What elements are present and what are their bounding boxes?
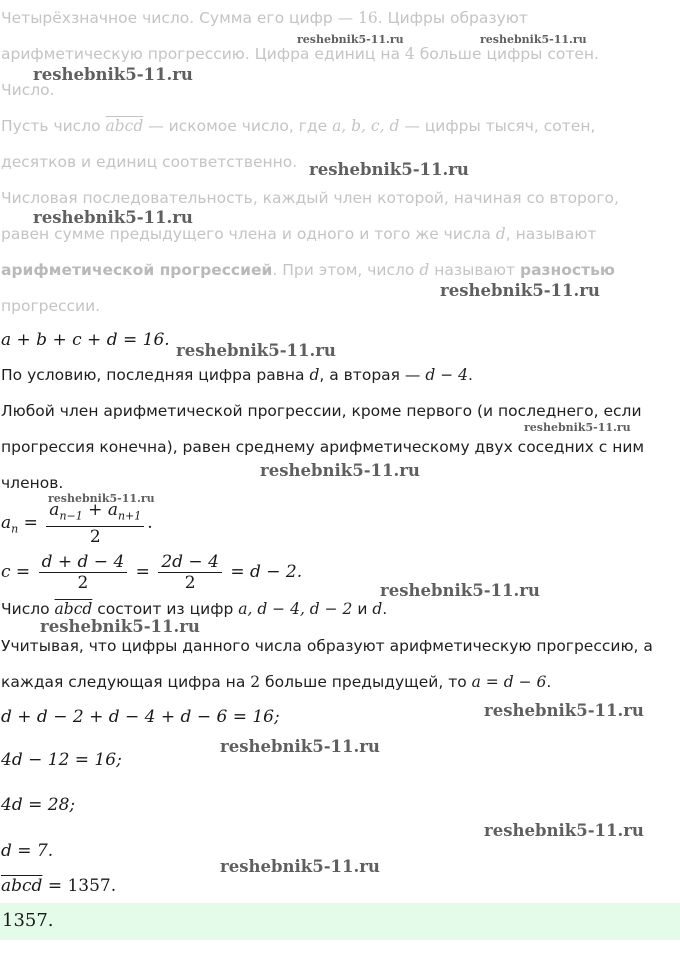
given-line-1: Учитывая, что цифры данного числа образуют арифметическую прогрессию, а [1, 637, 653, 655]
watermark: reshebnik5-11.ru [440, 281, 600, 300]
answer-box [0, 903, 680, 940]
equation-sum: a + b + c + d = 16. [1, 330, 170, 350]
property-line-2: прогрессия конечна), равен среднему арифметическому двух соседних с ним [1, 438, 645, 456]
equation-4: d = 7. [1, 841, 54, 861]
theory-line-5: арифметической прогрессией. При этом, число d называют разностью [1, 261, 615, 279]
watermark: reshebnik5-11.ru [260, 461, 420, 480]
equation-5: abcd = 1357. [1, 876, 117, 896]
equation-2: 4d − 12 = 16; [1, 750, 122, 770]
watermark: reshebnik5-11.ru [484, 821, 644, 840]
watermark: reshebnik5-11.ru [220, 857, 380, 876]
problem-line-3: Число. [1, 81, 55, 99]
digits-line: Число abcd состоит из цифр a, d − 4, d − 2 и d. [1, 600, 388, 618]
problem-line-2: арифметическую прогрессию. Цифра единиц на 4 больше цифры сотен. [1, 45, 599, 63]
watermark: reshebnik5-11.ru [48, 492, 155, 505]
property-line-3: членов. [1, 474, 64, 492]
property-line-1: Любой член арифметической прогрессии, кроме первого (и последнего, если [1, 402, 642, 420]
formula-an: $a_n$ = $\frac{a_{n-1} + a_{n+1}}{2}$ . [1, 500, 153, 548]
fraction-c-2: $\frac{2d - 4}{2}$ [158, 552, 222, 593]
equation-3: 4d = 28; [1, 795, 76, 815]
watermark: reshebnik5-11.ru [33, 208, 193, 227]
watermark: reshebnik5-11.ru [380, 581, 540, 600]
fraction-c-1: $\frac{d + d - 4}{2}$ [39, 552, 128, 593]
theory-line-3: Числовая последовательность, каждый член которой, начиная со второго, [1, 189, 619, 207]
watermark: reshebnik5-11.ru [484, 701, 644, 720]
equation-1: d + d − 2 + d − 4 + d − 6 = 16; [1, 707, 280, 727]
watermark: reshebnik5-11.ru [524, 421, 631, 434]
watermark: reshebnik5-11.ru [309, 160, 469, 179]
watermark: reshebnik5-11.ru [176, 341, 336, 360]
theory-line-4: равен сумме предыдущего члена и одного и того же числа d, называют [1, 225, 597, 243]
watermark: reshebnik5-11.ru [480, 33, 587, 46]
watermark: reshebnik5-11.ru [220, 737, 380, 756]
fraction-an: $\frac{a_{n-1} + a_{n+1}}{2}$ [46, 500, 144, 547]
theory-line-6: прогрессии. [1, 297, 101, 315]
watermark: reshebnik5-11.ru [33, 65, 193, 84]
condition-line: По условию, последняя цифра равна d, а вторая — d − 4. [1, 366, 473, 384]
theory-line-2: десятков и единиц соответственно. [1, 153, 298, 171]
watermark: reshebnik5-11.ru [40, 617, 200, 636]
given-line-2: каждая следующая цифра на 2 больше предыдущей, то a = d − 6. [1, 673, 552, 691]
theory-line-1: Пусть число abcd — искомое число, где a, b, c, d — цифры тысяч, сотен, [1, 117, 596, 135]
answer-value: 1357. [2, 910, 54, 931]
formula-c: c = $\frac{d + d - 4}{2}$ = $\frac{2d - 4}{2}$ = d − 2. [1, 552, 303, 593]
watermark: reshebnik5-11.ru [297, 33, 404, 46]
problem-line-1: Четырёхзначное число. Сумма его цифр — 16. Цифры образуют [1, 9, 528, 27]
